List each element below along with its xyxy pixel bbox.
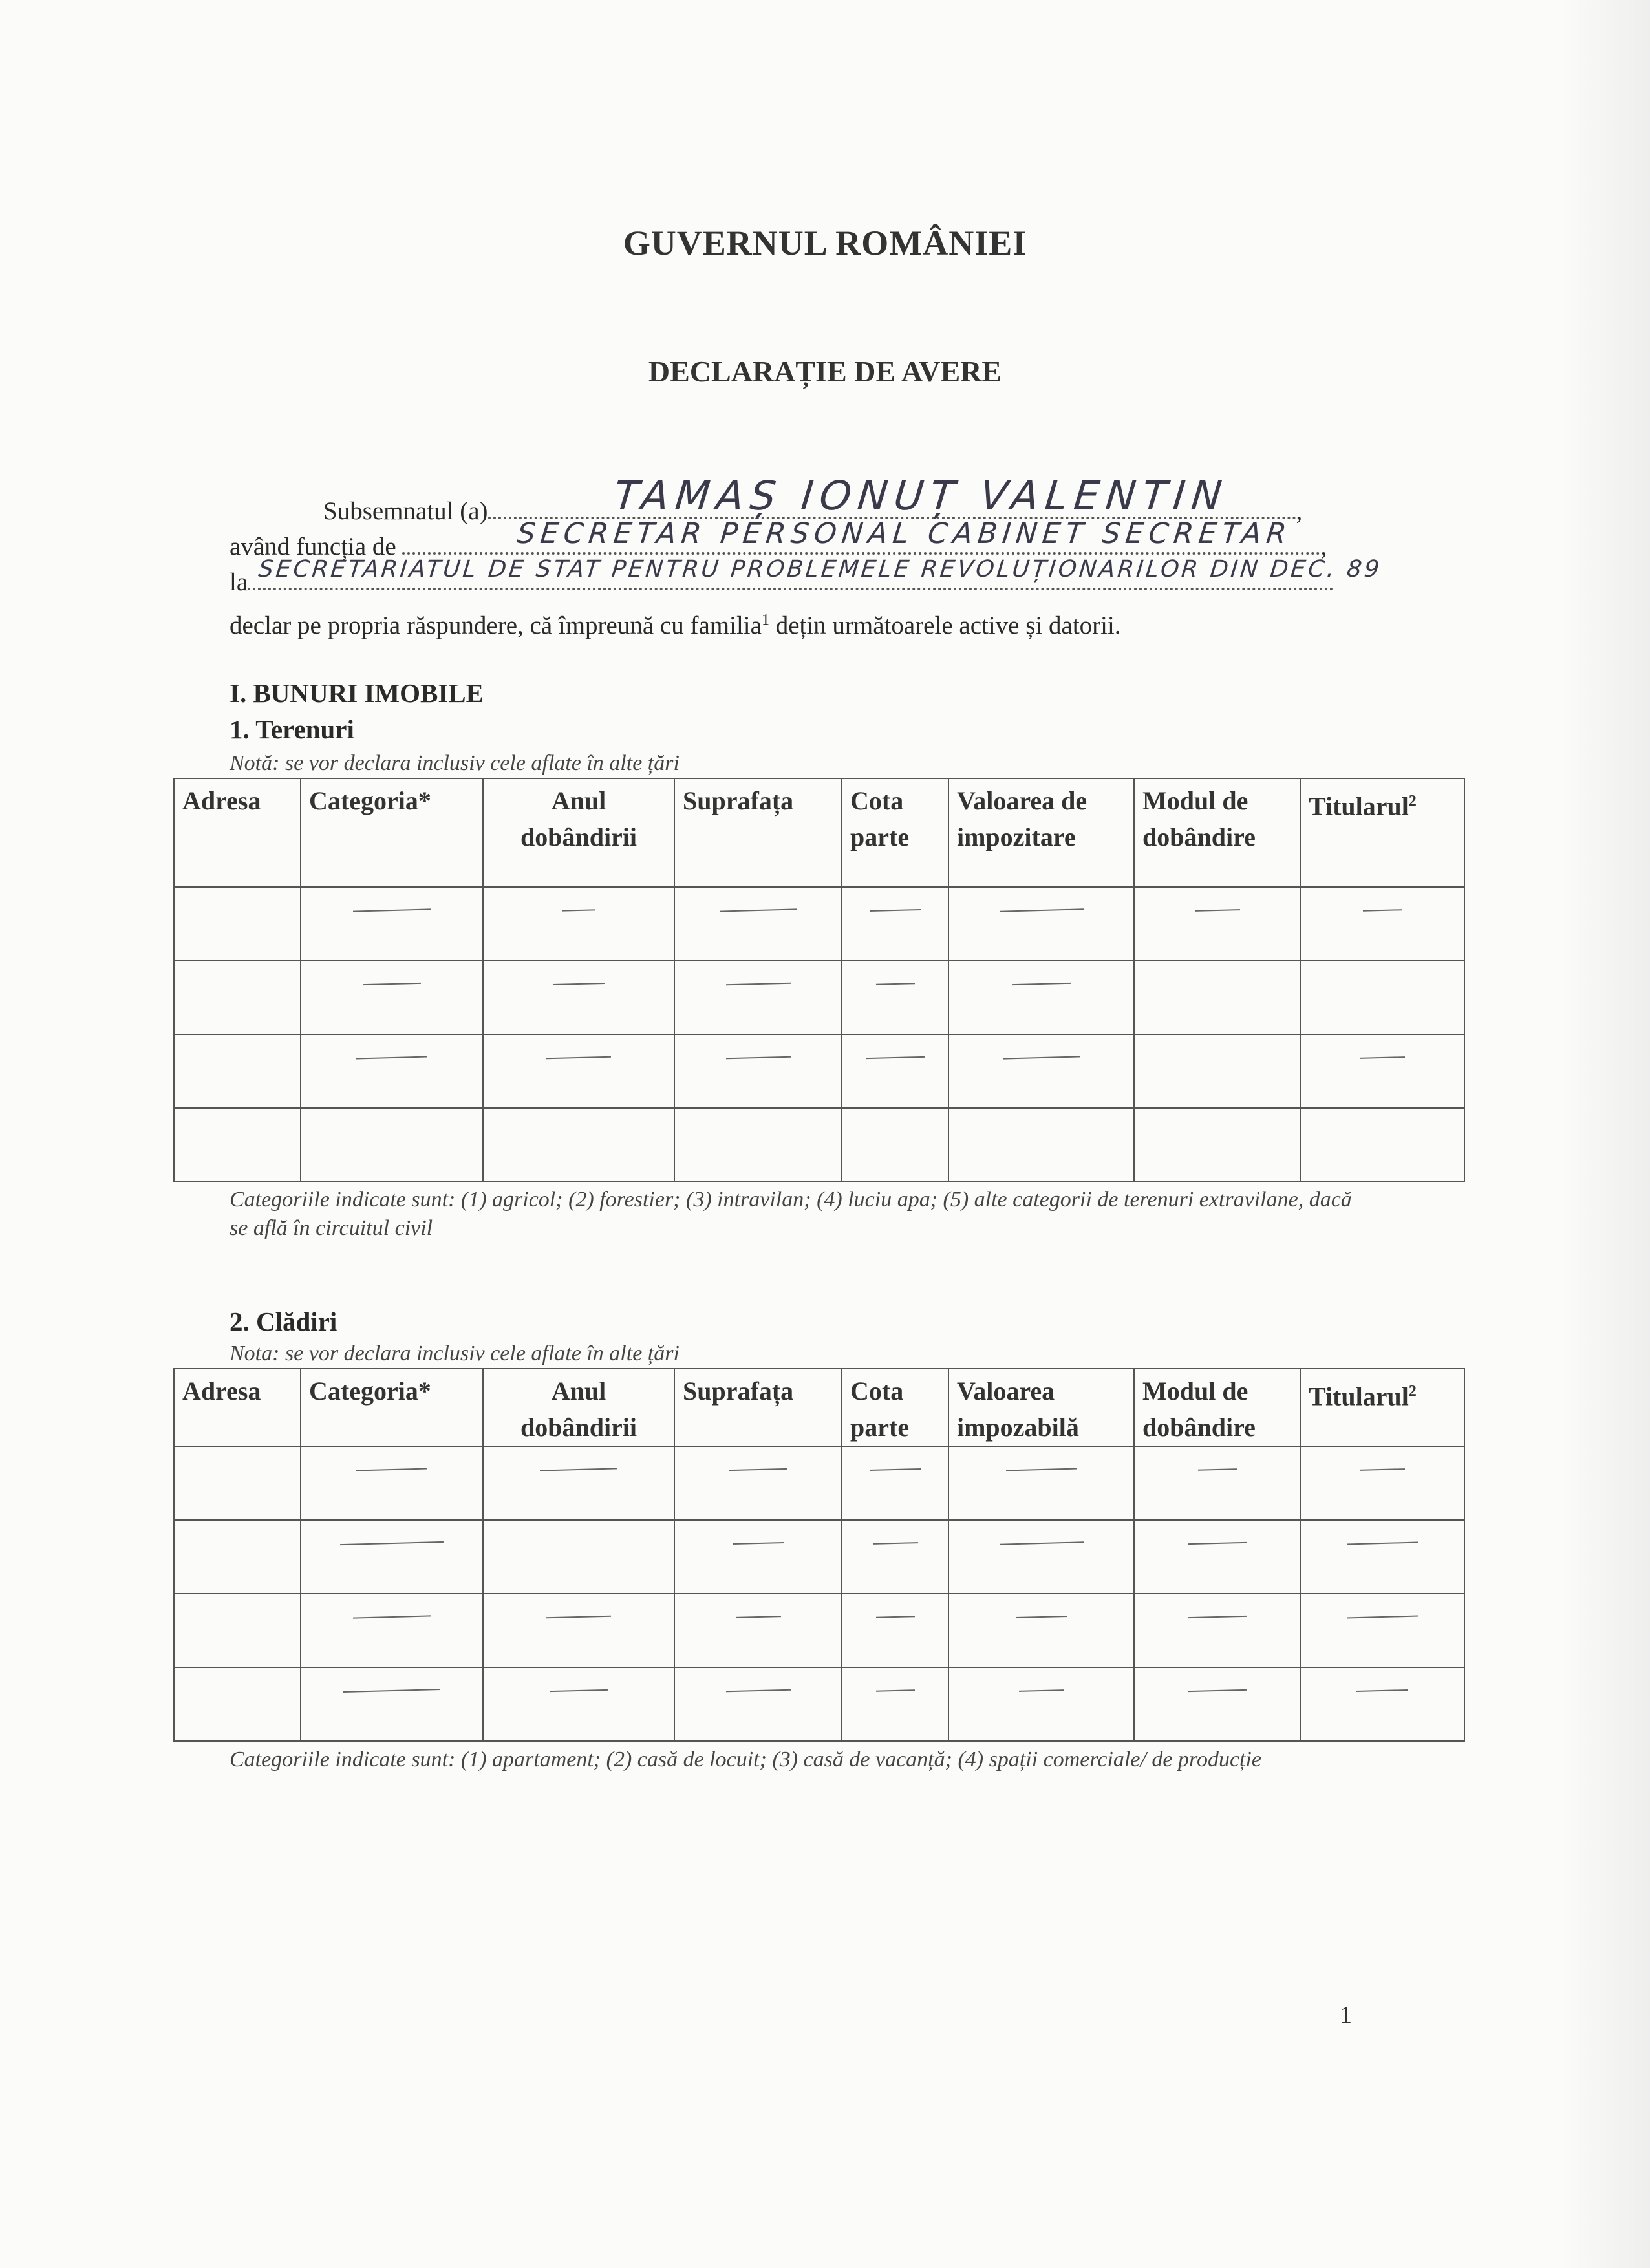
scan-edge-shadow xyxy=(1559,0,1650,2268)
col-anul-dobandirii: Anul dobândirii xyxy=(483,778,674,887)
statement-line: declar pe propria răspundere, că împreună cu familia$^1$ dețin următoarele active și datorii. xyxy=(230,612,1121,639)
table-row xyxy=(174,1520,1464,1594)
table-row xyxy=(174,961,1464,1034)
cladiri-categories-footer: Categoriile indicate sunt: (1) apartament; (2) casă de locuit; (3) casă de vacanță; (4) spații comerciale/ de producție xyxy=(230,1748,1262,1771)
col-valoarea-de-impozitare: Valoarea de impozitare xyxy=(948,778,1134,887)
terenuri-categories-footer: Categoriile indicate sunt: (1) agricol; (2) forestier; (3) intravilan; (4) luciu apa; (5) alte categorii de terenuri extravilane, dacă se află în circuitul civil xyxy=(230,1188,1352,1240)
col-suprafata: Suprafața xyxy=(674,778,842,887)
government-heading: GUVERNUL ROMÂNIEI xyxy=(623,224,1027,262)
subsemnatul-label: Subsemnatul (a) xyxy=(323,497,488,525)
la-label: la xyxy=(230,568,248,596)
cladiri-title: 2. Clădiri xyxy=(230,1307,338,1336)
col-modul-de-dobandire: Modul de dobândire xyxy=(1134,778,1300,887)
institution-handwritten: SECRETARIATUL DE STAT PENTRU PROBLEMELE REVOLUȚIONARILOR DIN DEC. 89 xyxy=(257,556,1384,583)
terenuri-header-row xyxy=(174,778,1464,887)
col-categoria: Categoria* xyxy=(301,1369,483,1446)
functia-line: având funcția de , xyxy=(230,533,1327,561)
cladiri-note: Nota: se vor declara inclusiv cele aflate în alte țări xyxy=(230,1342,680,1365)
col-categoria: Categoria* xyxy=(301,778,483,887)
col-adresa: Adresa xyxy=(174,778,301,887)
document-title: DECLARAȚIE DE AVERE xyxy=(648,355,1002,388)
functia-handwritten: SECRETAR PERSONAL CABINET SECRETAR xyxy=(515,517,1293,550)
table-row xyxy=(174,1108,1464,1182)
functia-label: având funcția de xyxy=(230,533,396,561)
terenuri-note: Notă: se vor declara inclusiv cele aflate în alte țări xyxy=(230,751,680,775)
col-cota-parte: Cota parte xyxy=(842,1369,948,1446)
terenuri-table xyxy=(173,778,1465,1182)
col-modul-de-dobandire: Modul de dobândire xyxy=(1134,1369,1300,1446)
table-row xyxy=(174,1594,1464,1667)
terenuri-title: 1. Terenuri xyxy=(230,714,354,744)
table-row xyxy=(174,1667,1464,1741)
subsemnatul-line: Subsemnatul (a) , xyxy=(323,497,1303,525)
declarant-name-handwritten: TAMAȘ IONUȚ VALENTIN xyxy=(612,472,1231,519)
table-row xyxy=(174,887,1464,961)
col-adresa: Adresa xyxy=(174,1369,301,1446)
col-suprafata: Suprafața xyxy=(674,1369,842,1446)
section-bunuri-imobile-title: I. BUNURI IMOBILE xyxy=(230,678,484,708)
col-valoarea-impozabila: Valoarea impozabilă xyxy=(948,1369,1134,1446)
cladiri-header-row xyxy=(174,1369,1464,1446)
col-titularul: Titularul$^2$ xyxy=(1300,1369,1464,1446)
col-anul-dobandirii: Anul dobândirii xyxy=(483,1369,674,1446)
col-titularul: Titularul$^2$ xyxy=(1300,778,1464,887)
table-row xyxy=(174,1446,1464,1520)
cladiri-table xyxy=(173,1368,1465,1742)
page-number: 1 xyxy=(1340,2002,1352,2029)
table-row xyxy=(174,1034,1464,1108)
col-cota-parte: Cota parte xyxy=(842,778,948,887)
